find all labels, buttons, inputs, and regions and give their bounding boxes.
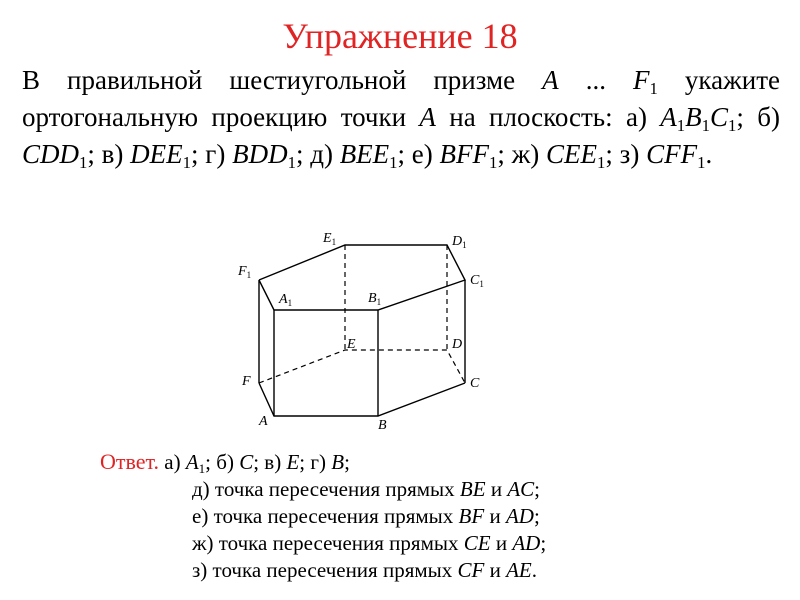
- answer-line-2: д) точка пересечения прямых BE и AC;: [192, 477, 540, 501]
- answer-line-3: е) точка пересечения прямых BF и AD;: [192, 504, 540, 528]
- top-face: [259, 245, 465, 310]
- label-D: D: [452, 337, 463, 352]
- answer-line-5: з) точка пересечения прямых CF и AE.: [192, 558, 538, 582]
- label-E1: $E_1$: [323, 231, 337, 247]
- exercise-title: Упражнение 18: [282, 16, 518, 56]
- label-F: F: [242, 374, 251, 389]
- bottom-visible-edges: [259, 383, 465, 416]
- bottom-hidden-edges: [259, 350, 465, 383]
- label-C: C: [470, 376, 480, 391]
- label-D1: $D_1$: [452, 234, 467, 250]
- answer-line-4: ж) точка пересечения прямых CE и AD;: [192, 531, 547, 555]
- answer-label: Ответ.: [100, 449, 159, 474]
- problem-statement: В правильной шестиугольной призме A ... $F_1$ укажите ортогональную проекцию точки A на плоскость: а) $A_1B_1C_1$; б) $CDD_1$; в) $DEE_1$; г) $BDD_1$; д) $BEE_1$; е) $BFF_1$; ж) $CEE_1$; з) $CFF_1$.: [22, 65, 780, 173]
- label-B: B: [378, 418, 387, 433]
- label-C1: $C_1$: [470, 273, 484, 289]
- label-A1: $A_1$: [279, 292, 293, 308]
- label-F1: $F_1$: [238, 264, 252, 280]
- answer-line-1: Ответ. а) $A_1$; б) C; в) E; г) B;: [100, 449, 350, 476]
- label-B1: $B_1$: [368, 291, 382, 307]
- label-A: A: [259, 414, 268, 429]
- label-E: E: [347, 337, 356, 352]
- answer-block: [100, 448, 546, 584]
